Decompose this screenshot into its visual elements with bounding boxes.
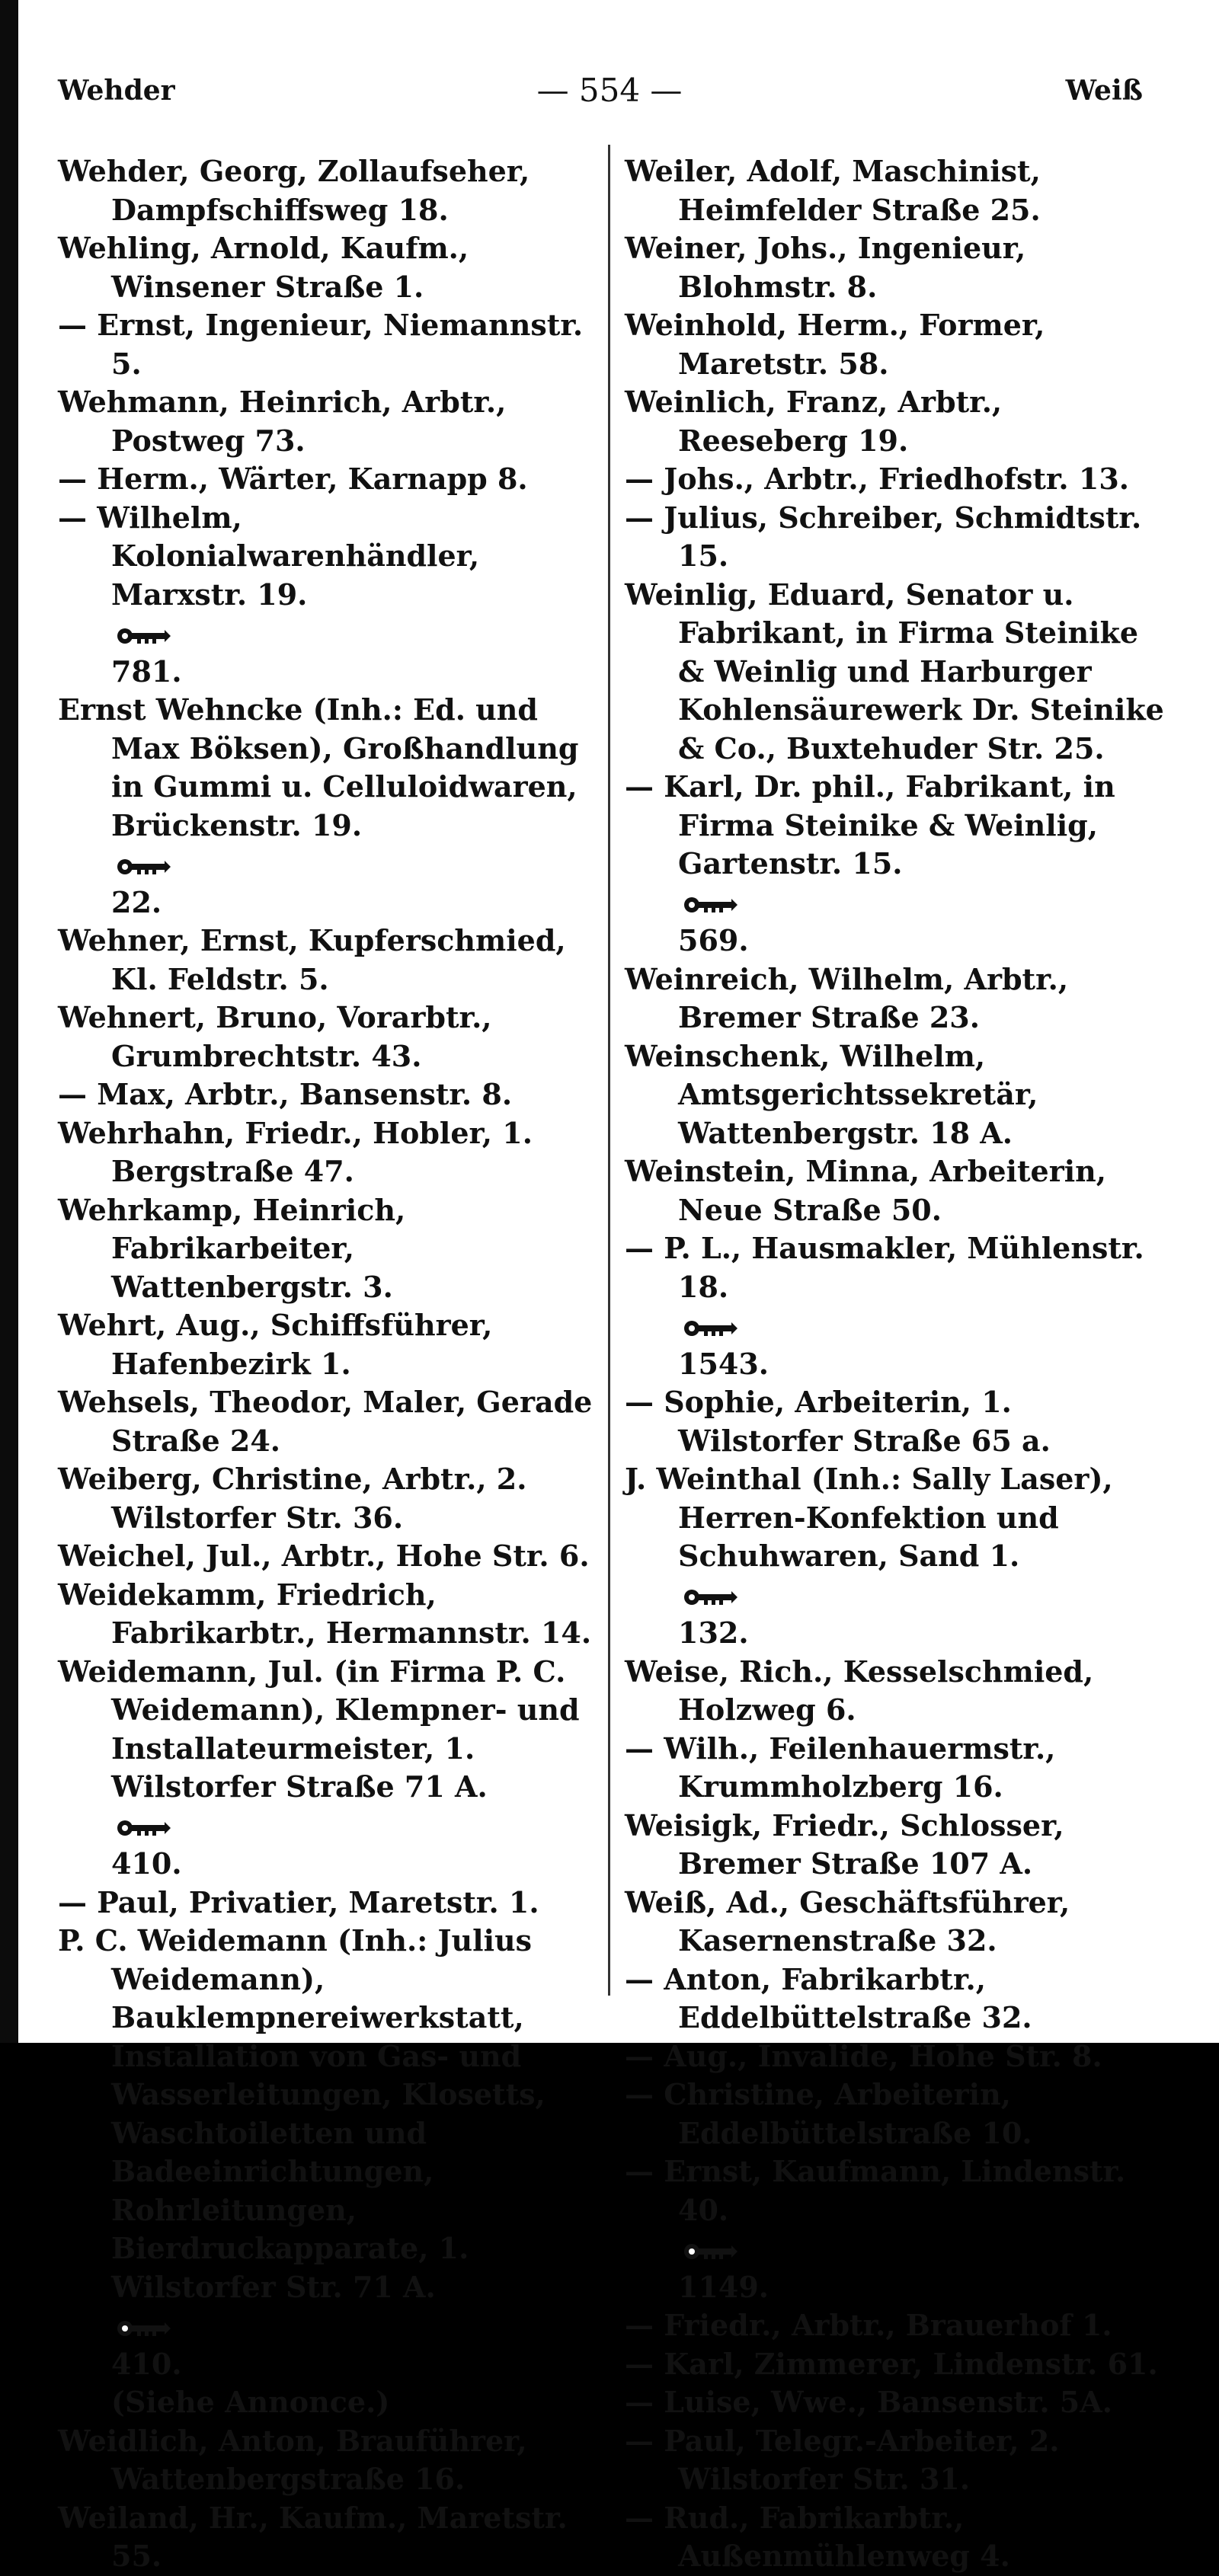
telephone-key-icon — [116, 1819, 172, 1837]
directory-entry — [58, 499, 600, 692]
phone-number: 781. — [111, 654, 182, 689]
directory-entry — [625, 1653, 1167, 1730]
entry-text: Weisigk, Friedr., Schlosser, Bremer Straße 107 A. — [625, 1807, 1064, 1881]
entry-text: Wehling, Arnold, Kaufm., Winsener Straße 1. — [58, 231, 469, 304]
directory-entry — [625, 960, 1167, 1037]
phone-number: 1149. — [678, 2269, 769, 2304]
phone-number: 132. — [678, 1616, 749, 1650]
page-edge-shadow — [0, 0, 18, 2043]
directory-entry — [625, 383, 1167, 460]
entry-text: P. C. Weidemann (Inh.: Julius Weidemann), Bauklempnereiwerkstatt, Installation von Gas- und Wasserleitungen, Klosetts, Waschtoiletten und Badeeinrichtungen, Rohrleitungen, Bierdruckapparate, 1. Wilstorfer Str. 71 A. — [58, 1923, 546, 2304]
entry-text: — Christine, Arbeiterin, Eddelbüttelstraße 10. — [625, 2077, 1032, 2150]
running-head-left: Wehder — [58, 75, 175, 107]
directory-entry — [625, 2345, 1167, 2384]
directory-entry — [58, 1922, 600, 2422]
entry-text: Wehmann, Heinrich, Arbtr., Postweg 73. — [58, 385, 507, 458]
directory-entry — [625, 2076, 1167, 2153]
directory-entry — [58, 1306, 600, 1383]
entry-text: Weiler, Adolf, Maschinist, Heimfelder Straße 25. — [625, 154, 1041, 227]
directory-entry — [625, 768, 1167, 960]
directory-entry — [58, 229, 600, 306]
directory-entry — [625, 1961, 1167, 2037]
directory-entry — [625, 229, 1167, 306]
directory-entry — [58, 1191, 600, 1307]
left-column — [58, 152, 600, 2576]
directory-entry — [625, 152, 1167, 229]
directory-entry — [625, 1383, 1167, 1460]
entry-text: Wehner, Ernst, Kupferschmied, Kl. Feldstr. 5. — [58, 923, 566, 996]
entry-text: J. Weinthal (Inh.: Sally Laser), Herren-Konfektion und Schuhwaren, Sand 1. — [625, 1462, 1113, 1573]
entry-text: — Friedr., Arbtr., Brauerhof 1. — [625, 2308, 1112, 2342]
directory-entry — [58, 1114, 600, 1191]
entry-text: Wehsels, Theodor, Maler, Gerade Straße 24. — [58, 1385, 593, 1458]
directory-entry — [625, 1037, 1167, 1153]
entry-text: Wehder, Georg, Zollaufseher, Dampfschiffsweg 18. — [58, 154, 530, 227]
entry-text: Weiß, Ad., Geschäftsführer, Kasernenstraße 32. — [625, 1884, 1070, 1958]
telephone-key-icon — [683, 896, 739, 914]
telephone-key-icon — [683, 2242, 739, 2261]
entry-text: Weise, Rich., Kesselschmied, Holzweg 6. — [625, 1654, 1094, 1727]
directory-entry — [58, 383, 600, 460]
directory-entry — [625, 499, 1167, 576]
directory-entry — [58, 691, 600, 922]
phone-number: 22. — [111, 884, 162, 919]
directory-entry — [625, 460, 1167, 499]
directory-entry — [625, 2383, 1167, 2422]
directory-entry — [625, 2037, 1167, 2076]
telephone-key-icon — [116, 858, 172, 876]
directory-entry — [58, 1576, 600, 1653]
telephone-key-icon — [683, 1588, 739, 1606]
directory-entry — [625, 1229, 1167, 1383]
entry-text: — P. L., Hausmakler, Mühlenstr. 18. — [625, 1231, 1144, 1304]
entry-text: Weiner, Johs., Ingenieur, Blohmstr. 8. — [625, 231, 1026, 304]
directory-entry — [58, 999, 600, 1075]
directory-entry — [625, 2499, 1167, 2576]
phone-number: 569. — [678, 923, 749, 957]
directory-entry — [625, 306, 1167, 383]
column-divider — [608, 145, 610, 1996]
entry-text: — Aug., Invalide, Hohe Str. 8. — [625, 2038, 1102, 2073]
entry-text: — Wilhelm, Kolonialwarenhändler, Marxstr. 19. — [58, 500, 480, 612]
entry-text: Weinstein, Minna, Arbeiterin, Neue Straße 50. — [625, 1154, 1107, 1227]
directory-entry — [625, 2153, 1167, 2306]
entry-text: Weiberg, Christine, Arbtr., 2. Wilstorfer Str. 36. — [58, 1462, 527, 1535]
entry-text: Wehrkamp, Heinrich, Fabrikarbeiter, Wattenbergstr. 3. — [58, 1192, 406, 1304]
entry-text: Weinlich, Franz, Arbtr., Reeseberg 19. — [625, 385, 1003, 458]
directory-entry — [625, 2306, 1167, 2345]
directory-entry — [58, 460, 600, 499]
entry-text: — Karl, Dr. phil., Fabrikant, in Firma Steinike & Weinlig, Gartenstr. 15. — [625, 769, 1115, 881]
entry-text: Weidekamm, Friedrich, Fabrikarbtr., Hermannstr. 14. — [58, 1577, 592, 1650]
directory-entry — [625, 576, 1167, 769]
right-column — [625, 152, 1167, 2576]
entry-text: Ernst Wehncke (Inh.: Ed. und Max Böksen), Großhandlung in Gummi u. Celluloidwaren, Brückenstr. 19. — [58, 692, 579, 842]
entry-note: (Siehe Annonce.) — [111, 2385, 390, 2419]
phone-number: 1543. — [678, 1346, 769, 1381]
directory-entry — [58, 2499, 600, 2576]
directory-entry — [625, 1460, 1167, 1653]
entry-text: — Herm., Wärter, Karnapp 8. — [58, 462, 528, 496]
entry-text: — Johs., Arbtr., Friedhofstr. 13. — [625, 462, 1129, 496]
entry-text: Wehnert, Bruno, Vorarbtr., Grumbrechtstr. 43. — [58, 1000, 492, 1073]
directory-entry — [58, 1383, 600, 1460]
entry-text: — Paul, Telegr.-Arbeiter, 2. Wilstorfer Str. 31. — [625, 2423, 1060, 2496]
directory-entry — [58, 306, 600, 383]
entry-text: — Paul, Privatier, Maretstr. 1. — [58, 1884, 539, 1919]
entry-text: — Rud., Fabrikarbtr., Außenmühlenweg 4. — [625, 2500, 1010, 2573]
entry-text: Weinhold, Herm., Former, Maretstr. 58. — [625, 308, 1045, 381]
page-number: — 554 — — [536, 72, 683, 109]
entry-text: — Max, Arbtr., Bansenstr. 8. — [58, 1077, 513, 1111]
entry-text: Weinlig, Eduard, Senator u. Fabrikant, in Firma Steinike & Weinlig und Harburger Kohlensäurewerk Dr. Steinike & Co., Buxtehuder Str. 25. — [625, 577, 1164, 765]
directory-entry — [58, 2422, 600, 2499]
directory-entry — [58, 152, 600, 229]
directory-entry — [625, 1730, 1167, 1807]
entry-text: Weinreich, Wilhelm, Arbtr., Bremer Straße 23. — [625, 961, 1069, 1034]
directory-entry — [58, 1075, 600, 1114]
running-head-right: Weiß — [1065, 75, 1143, 107]
entry-text: — Anton, Fabrikarbtr., Eddelbüttelstraße 32. — [625, 1961, 1032, 2034]
entry-text: Weichel, Jul., Arbtr., Hohe Str. 6. — [58, 1539, 590, 1573]
directory-entry — [58, 1884, 600, 1922]
directory-entry — [58, 1460, 600, 1537]
telephone-key-icon — [116, 627, 172, 645]
directory-entry — [58, 922, 600, 999]
entry-text: — Ernst, Kaufmann, Lindenstr. 40. — [625, 2154, 1126, 2227]
directory-entry — [58, 1537, 600, 1576]
entry-text: Weidlich, Anton, Brauführer, Wattenbergstraße 16. — [58, 2423, 527, 2496]
entry-text: Weidemann, Jul. (in Firma P. C. Weidemann), Klempner- und Installateurmeister, 1. Wilstorfer Straße 71 A. — [58, 1654, 580, 1804]
entry-text: — Wilh., Feilenhauermstr., Krummholzberg 16. — [625, 1731, 1056, 1804]
entry-text: — Julius, Schreiber, Schmidtstr. 15. — [625, 500, 1142, 573]
telephone-key-icon — [683, 1319, 739, 1338]
directory-entry — [625, 1152, 1167, 1229]
entry-text: Wehrhahn, Friedr., Hobler, 1. Bergstraße 47. — [58, 1115, 533, 1188]
directory-entry — [625, 2422, 1167, 2499]
entry-text: Weiland, Hr., Kaufm., Maretstr. 55. — [58, 2500, 568, 2573]
entry-text: — Luise, Wwe., Bansenstr. 5A. — [625, 2385, 1112, 2419]
directory-entry — [625, 1807, 1167, 1884]
entry-text: Wehrt, Aug., Schiffsführer, Hafenbezirk 1. — [58, 1308, 493, 1381]
telephone-key-icon — [116, 2319, 172, 2338]
entry-text: — Karl, Zimmerer, Lindenstr. 61. — [625, 2346, 1158, 2381]
directory-entry — [58, 1653, 600, 1884]
directory-entry — [625, 1884, 1167, 1961]
phone-number: 410. — [111, 1846, 182, 1881]
entry-text: — Sophie, Arbeiterin, 1. Wilstorfer Straße 65 a. — [625, 1385, 1051, 1458]
entry-text: Weinschenk, Wilhelm, Amtsgerichtssekretär, Wattenbergstr. 18 A. — [625, 1038, 1038, 1150]
phone-number: 410. — [111, 2346, 182, 2381]
entry-text: — Ernst, Ingenieur, Niemannstr. 5. — [58, 308, 584, 381]
